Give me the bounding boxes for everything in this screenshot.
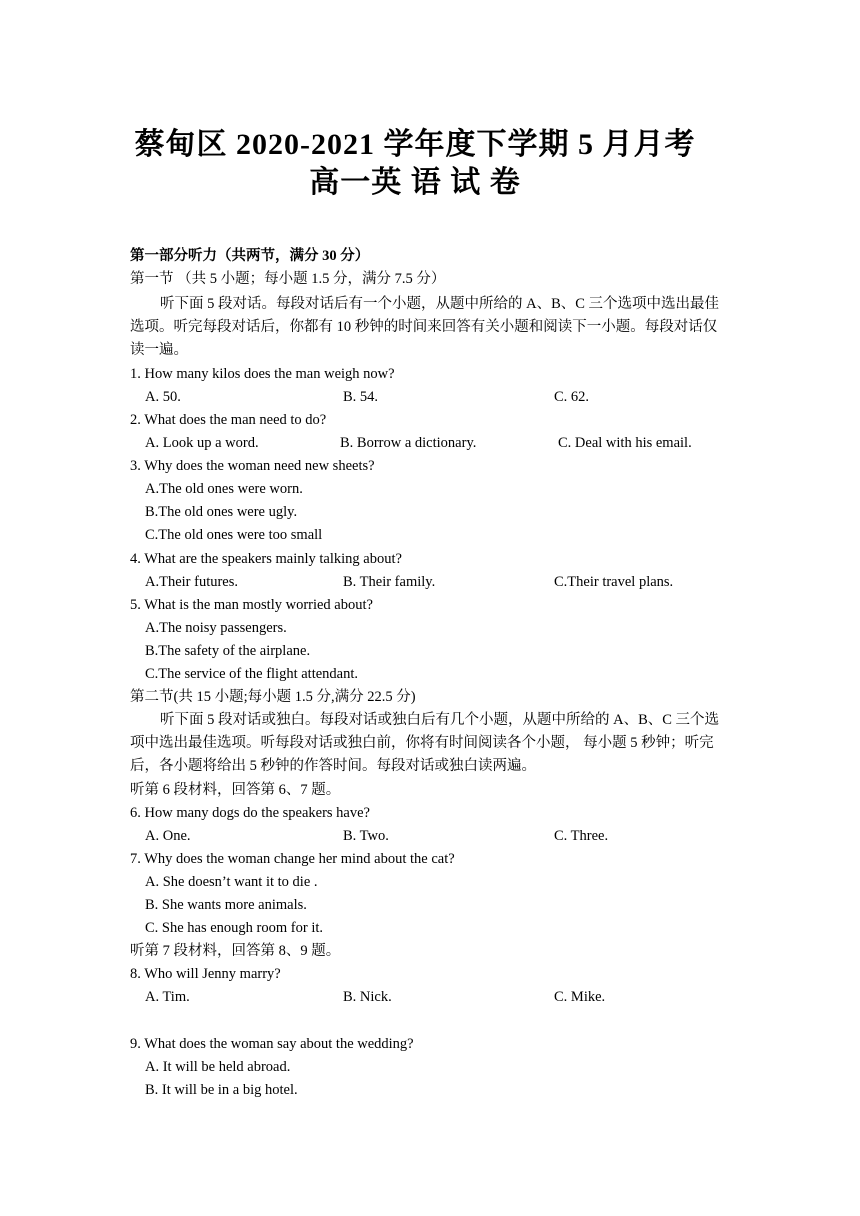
question-3-option-c: C.The old ones were too small (145, 527, 323, 543)
question-3-option-a: A.The old ones were worn. (145, 481, 303, 497)
section2-instructions: 听下面 5 段对话或独白。每段对话或独白后有几个小题，从题中所给的 A、B、C 三个选项中选出最佳选项。听每段对话或独白前，你将有时间阅读各个小题， 每小题 5 秒钟；听完后，各小题将给出 5 秒钟的作答时间。每段对话或独白读两遍。 (130, 712, 720, 774)
question-4-stem: 4. What are the speakers mainly talking about? (130, 551, 402, 567)
question-2-option-a: A. Look up a word. (145, 435, 259, 451)
part1-header: 第一部分听力（共两节，满分 30 分） (130, 248, 370, 264)
question-6-option-b: B. Two. (343, 828, 389, 844)
question-4-option-c: C.Their travel plans. (554, 574, 674, 590)
question-8-option-b: B. Nick. (343, 989, 392, 1005)
question-5-option-b: B.The safety of the airplane. (145, 643, 311, 659)
question-8-stem: 8. Who will Jenny marry? (130, 966, 281, 982)
question-8-option-c: C. Mike. (554, 989, 606, 1005)
question-8-option-a: A. Tim. (145, 989, 190, 1005)
section1-instructions: 听下面 5 段对话。每段对话后有一个小题，从题中所给的 A、B、C 三个选项中选出最佳选项。听完每段对话后，你都有 10 秒钟的时间来回答有关小题和阅读下一小题。每段对话仅读一遍。 (130, 296, 720, 358)
question-7-option-b: B. She wants more animals. (145, 897, 307, 913)
question-6-stem: 6. How many dogs do the speakers have? (130, 805, 370, 821)
question-3-stem: 3. Why does the woman need new sheets? (130, 458, 375, 474)
material-7-header: 听第 7 段材料，回答第 8、9 题。 (130, 943, 341, 959)
question-6-option-a: A. One. (145, 828, 191, 844)
exam-title: 蔡甸区 2020-2021 学年度下学期 5 月月考 (134, 128, 696, 161)
question-7-stem: 7. Why does the woman change her mind about the cat? (130, 851, 455, 867)
question-5-option-a: A.The noisy passengers. (145, 620, 287, 636)
question-4-option-b: B. Their family. (343, 574, 436, 590)
question-5-option-c: C.The service of the flight attendant. (145, 666, 358, 682)
question-2-option-b: B. Borrow a dictionary. (340, 435, 477, 451)
question-7-option-c: C. She has enough room for it. (145, 920, 324, 936)
question-9-option-a: A. It will be held abroad. (145, 1059, 291, 1075)
question-1-option-b: B. 54. (343, 389, 379, 405)
question-2-option-c: C. Deal with his email. (558, 435, 692, 451)
question-9-stem: 9. What does the woman say about the wedding? (130, 1036, 414, 1052)
question-7-option-a: A. She doesn’t want it to die . (145, 874, 318, 890)
question-5-stem: 5. What is the man mostly worried about? (130, 597, 373, 613)
question-4-option-a: A.Their futures. (145, 574, 239, 590)
question-3-option-b: B.The old ones were ugly. (145, 504, 298, 520)
question-9-option-b: B. It will be in a big hotel. (145, 1082, 298, 1098)
question-2-stem: 2. What does the man need to do? (130, 412, 327, 428)
question-1-stem: 1. How many kilos does the man weigh now? (130, 366, 395, 382)
exam-subtitle: 高一英 语 试 卷 (309, 166, 521, 199)
section1-header: 第一节 （共 5 小题；每小题 1.5 分，满分 7.5 分） (130, 271, 446, 287)
section2-header: 第二节(共 15 小题;每小题 1.5 分,满分 22.5 分) (130, 689, 416, 705)
question-1-option-c: C. 62. (554, 389, 590, 405)
question-6-option-c: C. Three. (554, 828, 609, 844)
question-1-option-a: A. 50. (145, 389, 181, 405)
material-6-header: 听第 6 段材料，回答第 6、7 题。 (130, 782, 341, 798)
